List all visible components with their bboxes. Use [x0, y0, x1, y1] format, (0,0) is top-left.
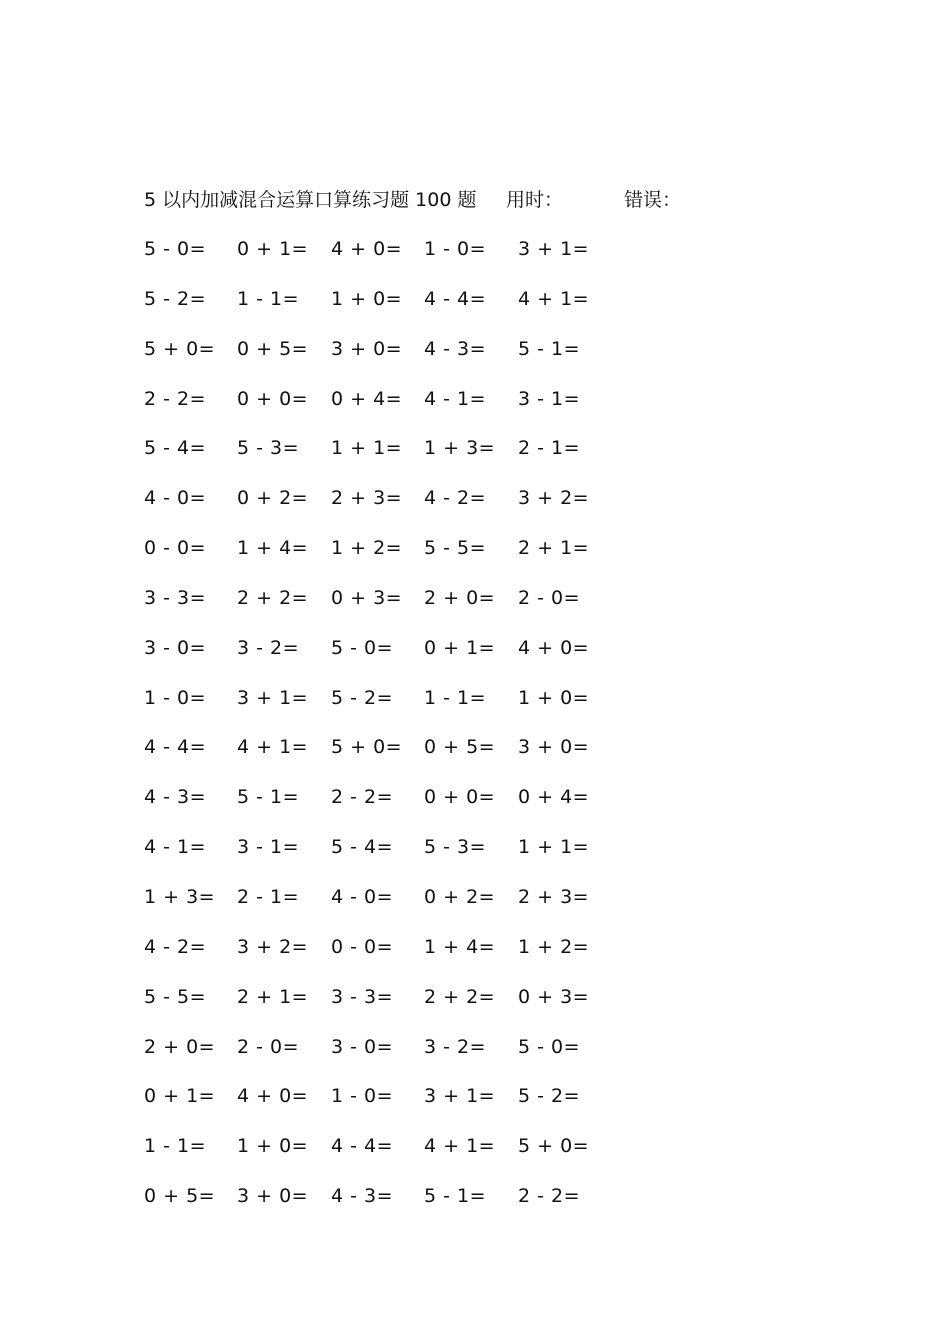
arithmetic-problem: 5 - 3= [237, 437, 300, 460]
problem-row [144, 584, 624, 634]
problem-row [144, 235, 624, 285]
arithmetic-problem: 3 - 0= [331, 1035, 394, 1058]
arithmetic-problem: 2 + 2= [424, 985, 496, 1008]
arithmetic-problem: 0 + 0= [424, 786, 496, 809]
problem-row [144, 434, 624, 484]
arithmetic-problem: 3 + 2= [237, 935, 309, 958]
problem-row [144, 1082, 624, 1132]
arithmetic-problem: 5 - 0= [518, 1035, 581, 1058]
arithmetic-problem: 3 - 0= [144, 636, 207, 659]
arithmetic-problem: 1 - 1= [144, 1135, 207, 1158]
problem-row [144, 684, 624, 734]
problem-row [144, 1132, 624, 1182]
arithmetic-problem: 4 - 1= [144, 836, 207, 859]
arithmetic-problem: 3 - 2= [424, 1035, 487, 1058]
arithmetic-problem: 1 - 1= [424, 686, 487, 709]
arithmetic-problem: 0 + 5= [424, 736, 496, 759]
arithmetic-problem: 5 - 2= [518, 1085, 581, 1108]
arithmetic-problem: 5 + 0= [331, 736, 403, 759]
arithmetic-problem: 0 + 3= [518, 985, 590, 1008]
arithmetic-problem: 0 + 1= [144, 1085, 216, 1108]
arithmetic-problem: 3 + 2= [518, 487, 590, 510]
arithmetic-problem: 0 - 0= [331, 935, 394, 958]
arithmetic-problem: 4 + 1= [518, 287, 590, 310]
arithmetic-problem: 5 - 2= [331, 686, 394, 709]
arithmetic-problem: 1 + 4= [424, 935, 496, 958]
arithmetic-problem: 0 + 1= [424, 636, 496, 659]
arithmetic-problem: 2 + 2= [237, 586, 309, 609]
arithmetic-problem: 2 + 3= [518, 885, 590, 908]
problem-row [144, 783, 624, 833]
problem-row [144, 335, 624, 385]
problem-row [144, 883, 624, 933]
problem-row [144, 285, 624, 335]
arithmetic-problem: 3 - 3= [144, 586, 207, 609]
arithmetic-problem: 2 - 0= [518, 586, 581, 609]
arithmetic-problem: 2 - 1= [518, 437, 581, 460]
problem-row [144, 983, 624, 1033]
arithmetic-problem: 4 - 2= [424, 487, 487, 510]
arithmetic-problem: 5 - 1= [518, 337, 581, 360]
problem-grid [144, 235, 624, 1232]
arithmetic-problem: 1 + 0= [518, 686, 590, 709]
arithmetic-problem: 4 - 0= [144, 487, 207, 510]
arithmetic-problem: 1 - 0= [144, 686, 207, 709]
arithmetic-problem: 3 - 3= [331, 985, 394, 1008]
arithmetic-problem: 2 + 1= [237, 985, 309, 1008]
problem-row [144, 634, 624, 684]
arithmetic-problem: 5 - 4= [331, 836, 394, 859]
arithmetic-problem: 4 - 1= [424, 387, 487, 410]
arithmetic-problem: 2 - 2= [331, 786, 394, 809]
problem-row [144, 484, 624, 534]
arithmetic-problem: 4 + 0= [237, 1085, 309, 1108]
arithmetic-problem: 2 - 2= [144, 387, 207, 410]
arithmetic-problem: 1 + 0= [331, 287, 403, 310]
arithmetic-problem: 2 - 1= [237, 885, 300, 908]
arithmetic-problem: 3 + 0= [237, 1185, 309, 1208]
arithmetic-problem: 1 + 2= [518, 935, 590, 958]
arithmetic-problem: 2 - 0= [237, 1035, 300, 1058]
arithmetic-problem: 2 + 1= [518, 537, 590, 560]
arithmetic-problem: 5 - 3= [424, 836, 487, 859]
arithmetic-problem: 0 - 0= [144, 537, 207, 560]
arithmetic-problem: 1 + 1= [518, 836, 590, 859]
error-count-label: 错误： [624, 189, 682, 211]
time-spent-label: 用时： [506, 189, 564, 211]
arithmetic-problem: 4 + 1= [237, 736, 309, 759]
arithmetic-problem: 2 + 0= [424, 586, 496, 609]
arithmetic-problem: 5 - 2= [144, 287, 207, 310]
arithmetic-problem: 0 + 4= [518, 786, 590, 809]
arithmetic-problem: 5 - 5= [424, 537, 487, 560]
arithmetic-problem: 1 + 2= [331, 537, 403, 560]
arithmetic-problem: 0 + 4= [331, 387, 403, 410]
arithmetic-problem: 3 - 1= [518, 387, 581, 410]
arithmetic-problem: 4 - 4= [424, 287, 487, 310]
arithmetic-problem: 4 + 0= [518, 636, 590, 659]
arithmetic-problem: 3 + 0= [518, 736, 590, 759]
problem-row [144, 385, 624, 435]
arithmetic-problem: 0 + 2= [237, 487, 309, 510]
arithmetic-problem: 3 + 0= [331, 337, 403, 360]
arithmetic-problem: 3 - 2= [237, 636, 300, 659]
arithmetic-problem: 0 + 5= [144, 1185, 216, 1208]
arithmetic-problem: 4 + 1= [424, 1135, 496, 1158]
arithmetic-problem: 1 + 4= [237, 537, 309, 560]
arithmetic-problem: 5 - 0= [144, 238, 207, 260]
arithmetic-problem: 3 + 1= [237, 686, 309, 709]
arithmetic-problem: 1 + 1= [331, 437, 403, 460]
arithmetic-problem: 5 - 1= [424, 1185, 487, 1208]
arithmetic-problem: 5 - 4= [144, 437, 207, 460]
arithmetic-problem: 0 + 5= [237, 337, 309, 360]
arithmetic-problem: 2 + 3= [331, 487, 403, 510]
arithmetic-problem: 5 - 0= [331, 636, 394, 659]
arithmetic-problem: 4 - 4= [331, 1135, 394, 1158]
arithmetic-problem: 4 + 0= [331, 238, 403, 260]
arithmetic-problem: 2 + 0= [144, 1035, 216, 1058]
arithmetic-problem: 3 + 1= [424, 1085, 496, 1108]
arithmetic-problem: 5 - 5= [144, 985, 207, 1008]
problem-row [144, 733, 624, 783]
arithmetic-problem: 0 + 3= [331, 586, 403, 609]
arithmetic-problem: 0 + 1= [237, 238, 309, 260]
arithmetic-problem: 3 + 1= [518, 238, 590, 260]
arithmetic-problem: 1 + 0= [237, 1135, 309, 1158]
arithmetic-problem: 1 + 3= [424, 437, 496, 460]
arithmetic-problem: 1 + 3= [144, 885, 216, 908]
problem-row [144, 933, 624, 983]
problem-row [144, 1033, 624, 1083]
arithmetic-problem: 5 + 0= [144, 337, 216, 360]
arithmetic-problem: 4 - 3= [331, 1185, 394, 1208]
arithmetic-problem: 4 - 4= [144, 736, 207, 759]
arithmetic-problem: 4 - 3= [424, 337, 487, 360]
arithmetic-problem: 5 + 0= [518, 1135, 590, 1158]
problem-row [144, 1182, 624, 1232]
arithmetic-problem: 1 - 0= [331, 1085, 394, 1108]
worksheet-header [144, 186, 844, 214]
problem-row [144, 833, 624, 883]
arithmetic-problem: 2 - 2= [518, 1185, 581, 1208]
arithmetic-problem: 4 - 2= [144, 935, 207, 958]
problem-row [144, 534, 624, 584]
arithmetic-problem: 5 - 1= [237, 786, 300, 809]
arithmetic-problem: 1 - 1= [237, 287, 300, 310]
worksheet-title: 5 以内加减混合运算口算练习题 100 题 [144, 189, 477, 211]
arithmetic-problem: 4 - 0= [331, 885, 394, 908]
arithmetic-problem: 0 + 0= [237, 387, 309, 410]
arithmetic-problem: 3 - 1= [237, 836, 300, 859]
arithmetic-problem: 1 - 0= [424, 238, 487, 260]
arithmetic-problem: 0 + 2= [424, 885, 496, 908]
arithmetic-problem: 4 - 3= [144, 786, 207, 809]
